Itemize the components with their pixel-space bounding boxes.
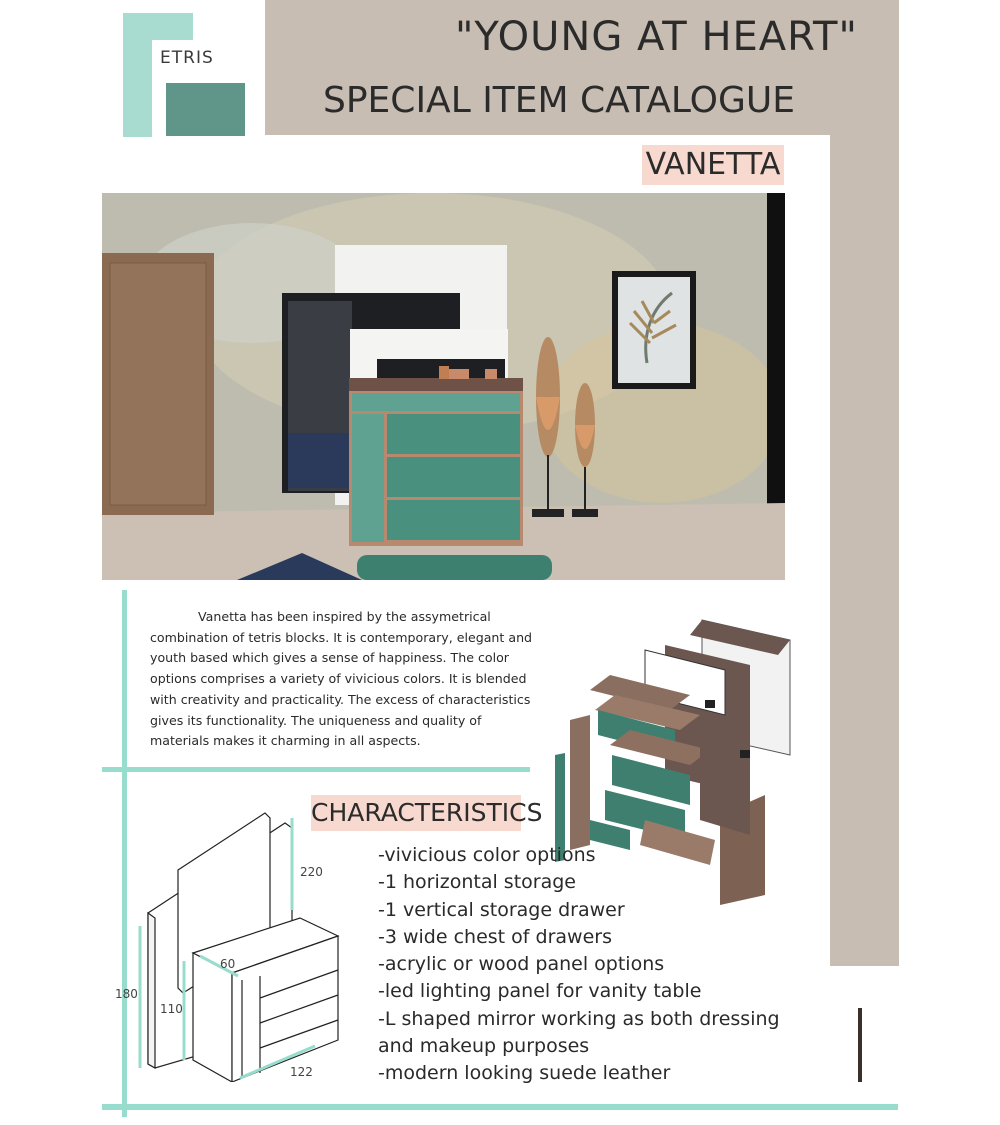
list-item: -L shaped mirror working as both dressing and makeup purposes xyxy=(378,1007,780,1058)
list-item: -3 wide chest of drawers xyxy=(378,925,612,948)
logo-square-block xyxy=(166,83,245,136)
logo-text: ETRIS xyxy=(160,48,214,68)
list-item: -acrylic or wood panel options xyxy=(378,953,665,976)
characteristics-list xyxy=(378,842,808,1088)
room-render-image xyxy=(102,193,785,580)
characteristics-heading: CHARACTERISTICS xyxy=(311,795,521,831)
dark-accent-bar xyxy=(858,1008,862,1082)
page-title: "YOUNG AT HEART" xyxy=(455,14,858,60)
product-description xyxy=(150,607,542,752)
dimension-60-label: 60 xyxy=(220,957,236,971)
list-item: -1 vertical storage drawer xyxy=(378,898,625,921)
side-band xyxy=(830,0,899,966)
dimension-122-label: 122 xyxy=(290,1065,313,1079)
list-item: -led lighting panel for vanity table xyxy=(378,980,702,1003)
list-item: -modern looking suede leather xyxy=(378,1062,671,1085)
page-subtitle: SPECIAL ITEM CATALOGUE xyxy=(323,80,795,121)
dimension-drawing xyxy=(110,798,350,1082)
list-item: -vivicious color options xyxy=(378,844,596,866)
dimension-180-label: 180 xyxy=(115,987,138,1001)
list-item: -1 horizontal storage xyxy=(378,871,576,894)
dimension-220-label: 220 xyxy=(300,865,323,879)
dimension-110-label: 110 xyxy=(160,1002,183,1016)
footer-accent-rule xyxy=(102,1104,898,1110)
product-name: VANETTA xyxy=(642,145,784,185)
horizontal-accent-rule xyxy=(102,767,530,772)
description-text: Vanetta has been inspired by the assymetrical combination of tetris blocks. It is contemporary, elegant and youth based which gives a sense of happiness. The color options comprises a variety of vivicious colors. It is blended with creativity and practicality. The excess of characteristics gives its functionality. The uniqueness and quality of materials makes it charming in all aspects. xyxy=(150,609,533,749)
